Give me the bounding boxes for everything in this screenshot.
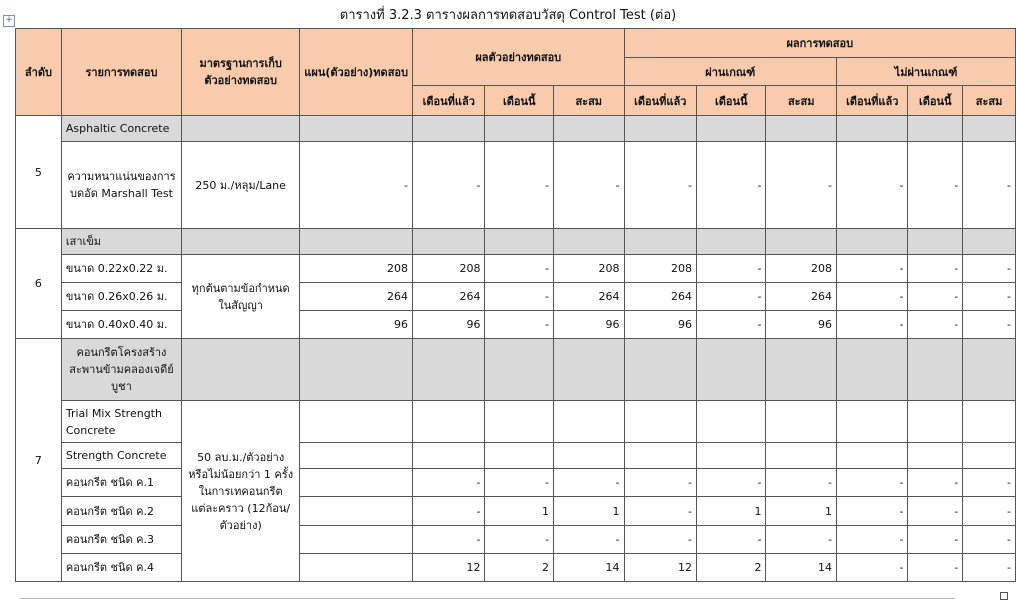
section-title-value-cell	[837, 229, 908, 255]
row-value	[837, 401, 908, 443]
section-title-value-cell	[413, 229, 485, 255]
row-value	[696, 443, 766, 469]
row-value: 12	[413, 554, 485, 582]
header-pass-last-month: เดือนที่แล้ว	[624, 86, 696, 116]
section-title-value-cell	[413, 339, 485, 401]
section-title-row	[16, 116, 1016, 142]
row-item: คอนกรีต ชนิด ค.4	[61, 554, 181, 582]
row-item: Strength Concrete	[61, 443, 181, 469]
row-value	[485, 401, 554, 443]
header-fail-this-month: เดือนนี้	[908, 86, 963, 116]
row-standard: 250 ม./หลุม/Lane	[182, 142, 300, 229]
section-title-value-cell	[766, 229, 837, 255]
row-value: -	[908, 554, 963, 582]
row-value: 1	[766, 497, 837, 526]
row-value: -	[413, 142, 485, 229]
row-value: -	[413, 526, 485, 554]
header-no: ลำดับ	[16, 29, 62, 116]
row-value: -	[696, 526, 766, 554]
row-value: -	[485, 311, 554, 339]
section-number: 6	[16, 229, 62, 339]
row-value: -	[624, 526, 696, 554]
section-title-value-cell	[485, 339, 554, 401]
row-value	[766, 443, 837, 469]
section-title-value-cell	[300, 339, 413, 401]
row-item: คอนกรีต ชนิด ค.2	[61, 497, 181, 526]
row-value: -	[696, 311, 766, 339]
header-standard: มาตรฐานการเก็บตัวอย่างทดสอบ	[182, 29, 300, 116]
row-value: 14	[554, 554, 625, 582]
table-row	[16, 142, 1016, 229]
row-value: 264	[624, 283, 696, 311]
section-number: 7	[16, 339, 62, 582]
row-value: -	[963, 283, 1016, 311]
row-value: -	[554, 526, 625, 554]
row-value: -	[908, 255, 963, 283]
row-value	[766, 401, 837, 443]
row-value: -	[766, 526, 837, 554]
table-row	[16, 554, 1016, 582]
row-value: 14	[766, 554, 837, 582]
row-value	[837, 443, 908, 469]
section-title-value-cell	[963, 229, 1016, 255]
section-title-value-cell	[554, 339, 625, 401]
row-item: ขนาด 0.22x0.22 ม.	[61, 255, 181, 283]
header-plan: แผน(ตัวอย่าง)ทดสอบ	[300, 29, 413, 116]
row-value: -	[963, 469, 1016, 497]
header-test-results: ผลการทดสอบ	[624, 29, 1015, 58]
row-value	[485, 443, 554, 469]
table-row	[16, 497, 1016, 526]
table-row	[16, 443, 1016, 469]
row-value: 1	[485, 497, 554, 526]
row-item: ขนาด 0.40x0.40 ม.	[61, 311, 181, 339]
row-value	[413, 443, 485, 469]
row-value	[413, 401, 485, 443]
section-title-value-cell	[908, 339, 963, 401]
table-move-handle-icon[interactable]: +	[3, 15, 15, 27]
row-value: -	[837, 142, 908, 229]
control-test-table	[15, 28, 1016, 582]
table-caption: ตารางที่ 3.2.3 ตารางผลการทดสอบวัสดุ Control Test (ต่อ)	[339, 8, 677, 23]
section-title-value-cell	[696, 229, 766, 255]
header-fail-cumulative: สะสม	[963, 86, 1016, 116]
section-title-value-cell	[908, 116, 963, 142]
row-value: 96	[413, 311, 485, 339]
row-value: -	[485, 255, 554, 283]
section-title-value-cell	[837, 339, 908, 401]
row-value: -	[908, 311, 963, 339]
row-item: Trial Mix Strength Concrete	[61, 401, 181, 443]
table-row	[16, 255, 1016, 283]
row-value: -	[837, 311, 908, 339]
header-sample-results: ผลตัวอย่างทดสอบ	[413, 29, 625, 86]
row-value: -	[766, 142, 837, 229]
row-value: -	[485, 469, 554, 497]
section-title-value-cell	[696, 339, 766, 401]
section-title-value-cell	[963, 116, 1016, 142]
header-sample-this-month: เดือนนี้	[485, 86, 554, 116]
table-row	[16, 311, 1016, 339]
section-number: 5	[16, 116, 62, 229]
row-value: -	[624, 142, 696, 229]
row-value: -	[908, 497, 963, 526]
table-row	[16, 401, 1016, 443]
row-value: 12	[624, 554, 696, 582]
section-title-value-cell	[963, 339, 1016, 401]
table-row	[16, 469, 1016, 497]
section-title: เสาเข็ม	[61, 229, 181, 255]
row-value: -	[766, 469, 837, 497]
row-value: 1	[696, 497, 766, 526]
section-title-value-cell	[554, 116, 625, 142]
row-value: -	[696, 283, 766, 311]
row-value	[624, 401, 696, 443]
row-value: 264	[413, 283, 485, 311]
section-title-row	[16, 229, 1016, 255]
row-value: -	[837, 255, 908, 283]
row-value: -	[963, 142, 1016, 229]
row-value: -	[554, 142, 625, 229]
row-value	[696, 401, 766, 443]
section-title-value-cell	[485, 116, 554, 142]
row-standard: ทุกต้นตามข้อกำหนดในสัญญา	[182, 255, 300, 339]
row-item: ขนาด 0.26x0.26 ม.	[61, 283, 181, 311]
row-value: -	[300, 142, 413, 229]
row-value: -	[696, 255, 766, 283]
table-row	[16, 526, 1016, 554]
row-value: 264	[766, 283, 837, 311]
row-value: -	[485, 283, 554, 311]
header-fail: ไม่ผ่านเกณฑ์	[837, 58, 1016, 86]
row-value: -	[963, 526, 1016, 554]
row-value: 208	[413, 255, 485, 283]
section-title: Asphaltic Concrete	[61, 116, 181, 142]
section-title-value-cell	[908, 229, 963, 255]
section-title-value-cell	[624, 116, 696, 142]
row-value: -	[963, 311, 1016, 339]
row-item: ความหนาแน่นของการบดอัด Marshall Test	[61, 142, 181, 229]
row-value: -	[485, 526, 554, 554]
section-title-value-cell	[554, 229, 625, 255]
row-value: -	[963, 497, 1016, 526]
row-value	[300, 526, 413, 554]
row-item: คอนกรีต ชนิด ค.1	[61, 469, 181, 497]
row-value	[624, 443, 696, 469]
row-value: -	[963, 255, 1016, 283]
row-value	[300, 469, 413, 497]
row-value: 1	[554, 497, 625, 526]
row-value: 208	[300, 255, 413, 283]
row-value	[300, 401, 413, 443]
section-title-value-cell	[766, 339, 837, 401]
row-value: 208	[554, 255, 625, 283]
row-value: 96	[300, 311, 413, 339]
header-sample-last-month: เดือนที่แล้ว	[413, 86, 485, 116]
row-value: 96	[554, 311, 625, 339]
table-row	[16, 283, 1016, 311]
table-resize-handle-icon[interactable]	[1000, 592, 1008, 600]
section-title-row	[16, 339, 1016, 401]
row-value	[963, 401, 1016, 443]
row-value	[554, 401, 625, 443]
row-item: คอนกรีต ชนิด ค.3	[61, 526, 181, 554]
row-value: -	[908, 526, 963, 554]
row-value: -	[963, 554, 1016, 582]
section-title-value-cell	[485, 229, 554, 255]
row-value: -	[908, 142, 963, 229]
row-value: 96	[766, 311, 837, 339]
section-title-value-cell	[413, 116, 485, 142]
row-value: 264	[554, 283, 625, 311]
row-value	[963, 443, 1016, 469]
section-title-value-cell	[300, 229, 413, 255]
row-value: -	[624, 497, 696, 526]
row-value: -	[413, 469, 485, 497]
header-sample-cumulative: สะสม	[554, 86, 625, 116]
section-title-value-cell	[300, 116, 413, 142]
header-item: รายการทดสอบ	[61, 29, 181, 116]
header-pass-cumulative: สะสม	[766, 86, 837, 116]
row-value: -	[908, 283, 963, 311]
row-value: -	[837, 497, 908, 526]
row-value: -	[696, 469, 766, 497]
section-title-value-cell	[624, 339, 696, 401]
section-title-value-cell	[696, 116, 766, 142]
row-value	[300, 443, 413, 469]
page-divider	[20, 598, 955, 599]
header-pass: ผ่านเกณฑ์	[624, 58, 836, 86]
row-value: -	[837, 469, 908, 497]
row-value: -	[837, 283, 908, 311]
header-pass-this-month: เดือนนี้	[696, 86, 766, 116]
row-value	[300, 554, 413, 582]
header-fail-last-month: เดือนที่แล้ว	[837, 86, 908, 116]
row-standard: 50 ลบ.ม./ตัวอย่าง หรือไม่น้อยกว่า 1 ครั้งในการเทคอนกรีตแต่ละคราว (12ก้อน/ตัวอย่าง)	[182, 401, 300, 582]
row-value	[908, 401, 963, 443]
row-value: 2	[696, 554, 766, 582]
row-value: 264	[300, 283, 413, 311]
row-value: 2	[485, 554, 554, 582]
row-value: 208	[766, 255, 837, 283]
section-title: คอนกรีตโครงสร้างสะพานข้ามคลองเจดีย์บูชา	[61, 339, 181, 401]
section-title-standard-cell	[182, 116, 300, 142]
section-title-value-cell	[766, 116, 837, 142]
row-value	[300, 497, 413, 526]
row-value: 96	[624, 311, 696, 339]
row-value: -	[554, 469, 625, 497]
section-title-standard-cell	[182, 229, 300, 255]
section-title-value-cell	[837, 116, 908, 142]
row-value	[554, 443, 625, 469]
row-value: -	[837, 526, 908, 554]
row-value: 208	[624, 255, 696, 283]
row-value: -	[696, 142, 766, 229]
section-title-value-cell	[624, 229, 696, 255]
row-value: -	[485, 142, 554, 229]
row-value: -	[837, 554, 908, 582]
section-title-standard-cell	[182, 339, 300, 401]
row-value	[908, 443, 963, 469]
row-value: -	[908, 469, 963, 497]
row-value: -	[413, 497, 485, 526]
row-value: -	[624, 469, 696, 497]
